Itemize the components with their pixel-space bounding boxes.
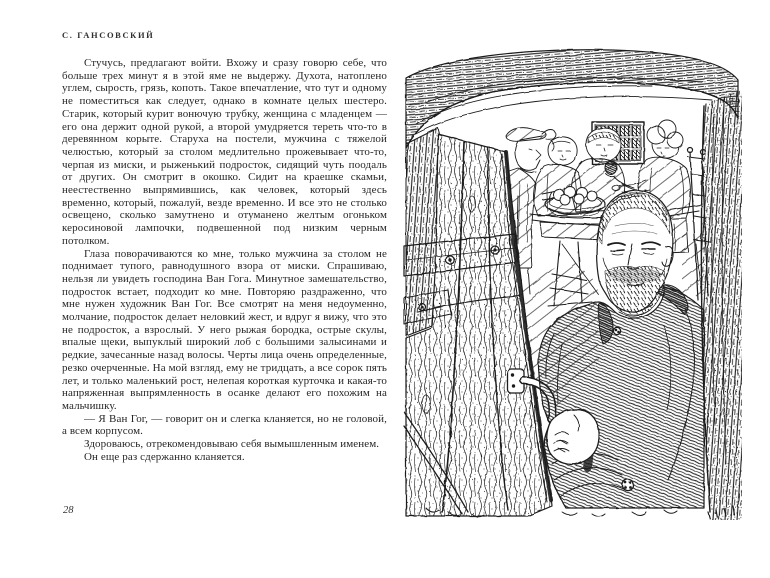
paragraph: — Я Ван Гог, — говорит он и слегка кланяется, но не головой, а всем корпусом. — [62, 412, 387, 438]
text-page — [62, 30, 387, 464]
arch-drawing — [406, 50, 738, 148]
hand-drawing — [547, 409, 599, 464]
body-text — [62, 57, 387, 464]
paragraph: Глаза поворачиваются ко мне, только мужчина за столом не поднимает тупого, равнодушного взора от миски. Спрашиваю, нельзя ли увидеть господина Ван Гога. Минутное замешательство, подросток встает, подходит ко мне. Повторяю раздраженно, что мне нужен художник Ван Гог. Все смотрят на меня недоуменно, молчание, подросток делает неловкий жест, и вдруг я вижу, что это не подросток, а взрослый. У него рыжая бородка, острые скулы, впалые щеки, выпуклый широкий лоб с большими залысинами и редкие, зачесанные назад волосы. Черты лица очень определенные, резко очерченные. На мой взгляд, ему не тридцать, а все сорок пять лет, и только маленький рост, нелепая короткая курточка и какая-то напряженная выпрямленность в осанке делают его похожим на мальчишку. — [62, 247, 387, 412]
right-post-drawing — [701, 90, 742, 520]
paragraph: Он еще раз сдержанно кланяется. — [84, 450, 245, 463]
running-header: С. ГАНСОВСКИЙ — [62, 30, 155, 40]
page-number: 28 — [63, 505, 74, 516]
paragraph: Здороваюсь, отрекомендовываю себя вымышленным именем. — [84, 438, 380, 451]
van-gogh-doorway-illustration — [402, 44, 742, 520]
paragraph: Стучусь, предлагают войти. Вхожу и сразу говорю себе, что больше трех минут я в этой яме не выдержу. Духота, натоплено углем, сырость, грязь, копоть. Такое впечатление, что тут и одному не поместиться как следует, однако в комнате целых шестеро. Старик, который курит вонючую трубку, женщина с младенцем — его она держит одной рукой, а второй умудряется тереть что-то в деревянном корыте. Старуха на постели, мужчина с тяжелой челюстью, который за столом медлительно прожевывает что-то, черпая из миски, и рыженький подросток, сидящий чуть поодаль от других. Он смотрит в окошко. Сидит на краешке скамьи, неестественно выпрямившись, как человек, который здесь временно, который, пожалуй, везде временно. И все это не столько освещено, сколько замутнено и отуманено желтым огоньком керосиновой лампочки, подвешенной под низким черным потолком. — [62, 57, 387, 247]
